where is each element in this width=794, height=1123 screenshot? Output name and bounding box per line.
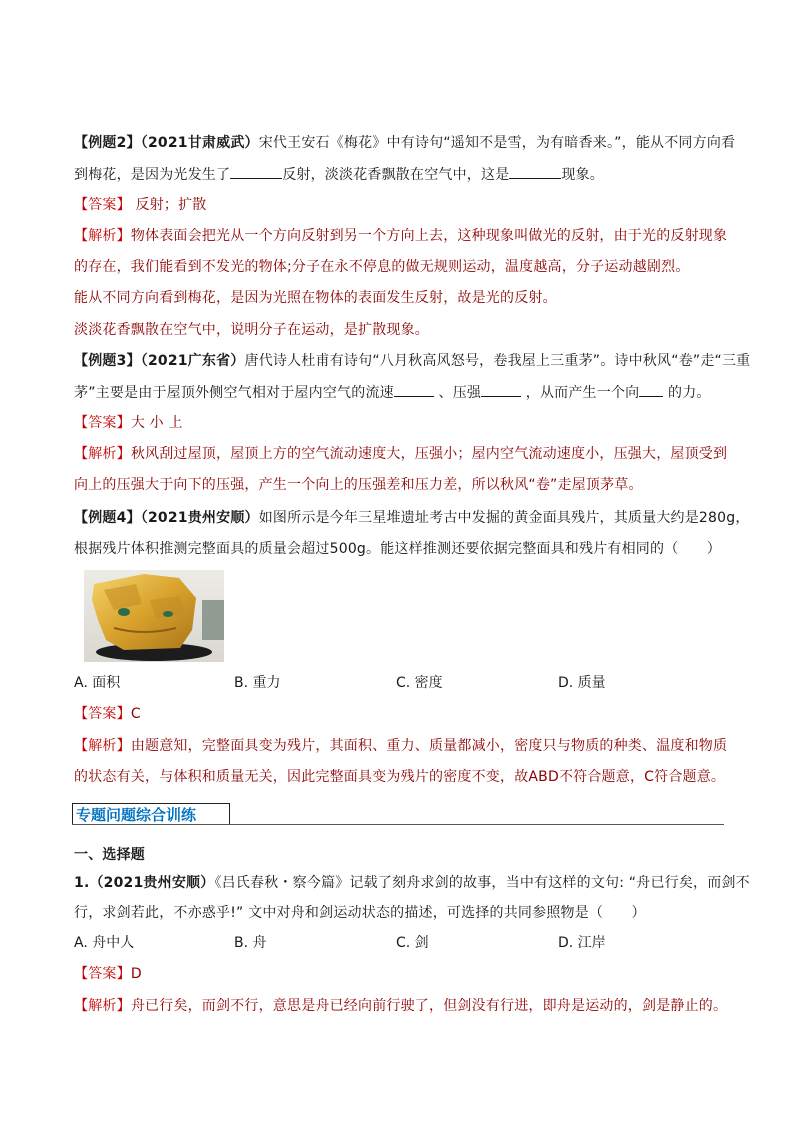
q1-analysis-label: 【解析】 bbox=[74, 998, 131, 1014]
ex3-blank-1 bbox=[394, 382, 434, 397]
q1-question-line-1 bbox=[74, 873, 750, 893]
section-divider bbox=[72, 824, 724, 825]
ex2-answer bbox=[74, 195, 724, 215]
ex3-question-line-1 bbox=[74, 351, 751, 371]
ex3-analysis-1: 秋风刮过屋顶，屋顶上方的空气流动速度大，压强小；屋内空气流动速度小，压强大，屋顶受到 bbox=[130, 446, 728, 462]
ex2-question-line-1 bbox=[74, 133, 736, 153]
ex2-blank-2 bbox=[509, 164, 561, 179]
q1-answer-label: 【答案】 bbox=[74, 966, 131, 982]
ex2-analysis-line-3: 能从不同方向看到梅花，是因为光照在物体的表面发生反射，故是光的反射。 bbox=[74, 290, 557, 306]
ex2-blank-1 bbox=[230, 164, 282, 179]
q1-analysis-line-1 bbox=[74, 996, 728, 1016]
ex3-answer-value: 大 小 上 bbox=[130, 415, 183, 431]
ex3-text-b1: 茅”主要是由于屋顶外侧空气相对于屋内空气的流速 bbox=[74, 385, 394, 401]
ex3-text-b2: 、压强 bbox=[433, 385, 482, 401]
ex3-answer bbox=[74, 413, 724, 433]
q1-text-a: 《吕氏春秋・察今篇》记载了刻舟求剑的故事，当中有这样的文句: “舟已行矣，而剑不 bbox=[214, 875, 750, 891]
golden-mask-image bbox=[84, 570, 224, 662]
ex2-analysis-label: 【解析】 bbox=[74, 228, 131, 244]
ex2-analysis-line-2: 的存在，我们能看到不发光的物体;分子在永不停息的做无规则运动，温度越高，分子运动越剧烈。 bbox=[74, 259, 690, 275]
ex3-analysis-label: 【解析】 bbox=[74, 446, 131, 462]
ex4-option-b[interactable]: B. 重力 bbox=[234, 675, 281, 691]
ex4-answer-label: 【答案】 bbox=[74, 706, 131, 722]
section-subheading: 一、选择题 bbox=[74, 847, 145, 863]
ex4-analysis-line-1 bbox=[74, 736, 728, 756]
ex4-source: （2021贵州安顺） bbox=[140, 510, 259, 526]
ex3-blank-3 bbox=[639, 382, 663, 397]
ex4-analysis-line-2: 的状态有关，与体积和质量无关，因此完整面具变为残片的密度不变，故ABD不符合题意，C符合题意。 bbox=[74, 769, 726, 785]
ex3-text-a: 唐代诗人杜甫有诗句“八月秋高风怒号，卷我屋上三重茅”。诗中秋风“卷”走“三重 bbox=[244, 353, 751, 369]
ex2-question-line-2 bbox=[74, 164, 724, 185]
q1-question-line-2: 行，求剑若此，不亦惑乎!” 文中对舟和剑运动状态的描述，可选择的共同参照物是（ ） bbox=[74, 905, 646, 921]
ex2-text-a: 宋代王安石《梅花》中有诗句“遥知不是雪，为有暗香来。”，能从不同方向看 bbox=[258, 135, 736, 151]
section-title-box: 专题问题综合训练 bbox=[72, 803, 230, 825]
ex4-answer bbox=[74, 704, 724, 724]
ex4-option-d[interactable]: D. 质量 bbox=[558, 675, 606, 691]
ex2-text-b1: 到梅花，是因为光发生了 bbox=[74, 167, 231, 183]
ex3-text-b3: ，从而产生一个向 bbox=[521, 385, 640, 401]
q1-source: （2021贵州安顺） bbox=[89, 875, 215, 891]
ex2-source: （2021甘肃威武） bbox=[140, 135, 259, 151]
ex3-question-line-2 bbox=[74, 382, 724, 403]
ex2-label: 【例题2】 bbox=[74, 135, 141, 151]
ex3-text-b4: 的力。 bbox=[663, 385, 711, 401]
ex2-text-b3: 现象。 bbox=[561, 167, 605, 183]
ex3-source: （2021广东省） bbox=[140, 353, 245, 369]
ex2-text-b2: 反射，淡淡花香飘散在空气中，这是 bbox=[282, 167, 510, 183]
ex4-analysis-label: 【解析】 bbox=[74, 738, 131, 754]
ex4-label: 【例题4】 bbox=[74, 510, 141, 526]
ex2-answer-label: 【答案】 bbox=[74, 197, 131, 213]
ex4-question-line-1 bbox=[74, 508, 750, 528]
golden-mask-photo bbox=[84, 570, 224, 662]
q1-option-b[interactable]: B. 舟 bbox=[234, 935, 267, 951]
q1-answer-value: D bbox=[130, 966, 142, 982]
ex4-question-line-2: 根据残片体积推测完整面具的质量会超过500g。能这样推测还要依据完整面具和残片有相同的（ ） bbox=[74, 541, 722, 557]
q1-analysis-1: 舟已行矣，而剑不行，意思是舟已经向前行驶了，但剑没有行进，即舟是运动的，剑是静止的。 bbox=[130, 998, 728, 1014]
ex2-analysis-line-4: 淡淡花香飘散在空气中，说明分子在运动，是扩散现象。 bbox=[74, 322, 429, 338]
ex3-answer-label: 【答案】 bbox=[74, 415, 131, 431]
ex4-answer-value: C bbox=[130, 706, 141, 722]
q1-answer bbox=[74, 964, 724, 984]
ex3-blank-2 bbox=[481, 382, 521, 397]
q1-number: 1. bbox=[74, 875, 90, 891]
ex4-text-a: 如图所示是今年三星堆遗址考古中发掘的黄金面具残片，其质量大约是280g， bbox=[258, 510, 750, 526]
ex3-analysis-line-2: 向上的压强大于向下的压强，产生一个向上的压强差和压力差，所以秋风“卷”走屋顶茅草。 bbox=[74, 477, 643, 493]
ex2-analysis-1: 物体表面会把光从一个方向反射到另一个方向上去，这种现象叫做光的反射，由于光的反射现象 bbox=[130, 228, 728, 244]
q1-option-d[interactable]: D. 江岸 bbox=[558, 935, 606, 951]
ex2-analysis-line-1 bbox=[74, 226, 728, 246]
q1-option-a[interactable]: A. 舟中人 bbox=[74, 935, 135, 951]
q1-option-c[interactable]: C. 剑 bbox=[396, 935, 429, 951]
ex2-answer-value: 反射；扩散 bbox=[130, 197, 207, 213]
ex3-analysis-line-1 bbox=[74, 444, 728, 464]
ex4-option-a[interactable]: A. 面积 bbox=[74, 675, 121, 691]
ex3-label: 【例题3】 bbox=[74, 353, 141, 369]
ex4-analysis-1: 由题意知，完整面具变为残片，其面积、重力、质量都减小，密度只与物质的种类、温度和物质 bbox=[130, 738, 728, 754]
ex4-option-c[interactable]: C. 密度 bbox=[396, 675, 443, 691]
